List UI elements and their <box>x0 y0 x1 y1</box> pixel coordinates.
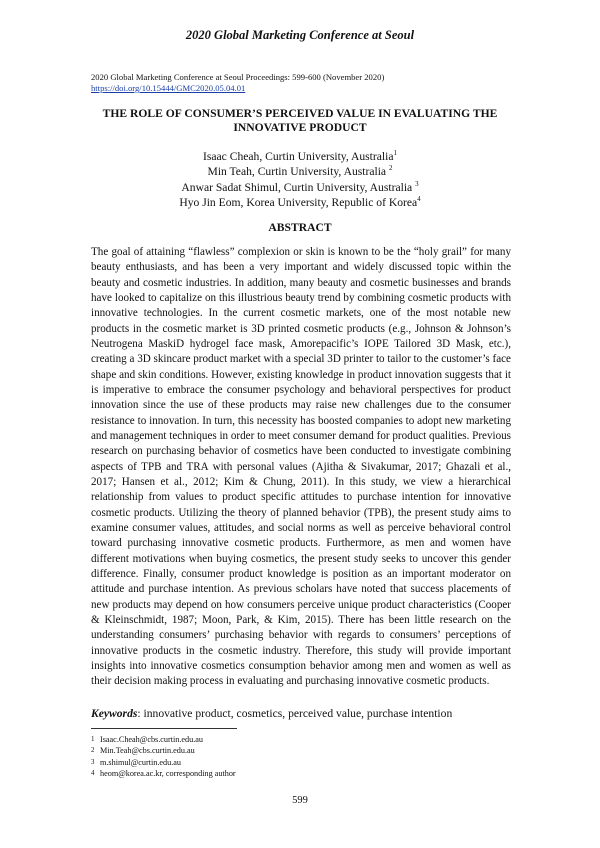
keywords-line <box>91 707 511 721</box>
author-1 <box>60 149 540 164</box>
author-3-footnote-mark: 3 <box>415 179 419 188</box>
doi-link[interactable]: https://doi.org/10.15444/GMC2020.05.04.01 <box>91 83 246 93</box>
paper-title-line-2: INNOVATIVE PRODUCT <box>233 121 367 134</box>
abstract-heading: ABSTRACT <box>268 221 332 234</box>
footnote-text: Isaac.Cheah@cbs.curtin.edu.au <box>100 735 204 744</box>
footnote-number: 1 <box>91 735 95 743</box>
paper-title-line-1: THE ROLE OF CONSUMER’S PERCEIVED VALUE IN EVALUATING THE <box>102 107 498 120</box>
paper-title <box>80 107 520 135</box>
footnote-text: Min.Teah@cbs.curtin.edu.au <box>100 746 195 756</box>
author-list <box>60 149 540 210</box>
author-4 <box>60 195 540 210</box>
footnote-item <box>91 757 511 768</box>
footnote-list <box>91 734 511 780</box>
author-1-footnote-mark: 1 <box>393 149 397 158</box>
author-4-footnote-mark: 4 <box>417 195 421 204</box>
footnote-text: heom@korea.ac.kr, corresponding author <box>100 769 236 779</box>
author-3 <box>60 180 540 195</box>
footnote-number: 3 <box>91 757 95 766</box>
proceedings-line: 2020 Global Marketing Conference at Seoul Proceedings: 599-600 (November 2020) <box>91 72 385 82</box>
author-3-affiliation: Anwar Sadat Shimul, Curtin University, Australia <box>181 180 416 194</box>
proceedings-info <box>91 72 511 94</box>
page-number: 599 <box>292 795 308 806</box>
keywords-separator: : <box>137 707 144 720</box>
abstract-body: The goal of attaining “flawless” complexion or skin is known to be the “holy grail” for many beauty enthusiasts, and has been a very important and widely discussed topic within the beauty and cosmetic industries. In addition, many beauty and cosmetic businesses and brands have looked to capitalize on this illustrious beauty trend by combining cosmetic products with innovative technologies. In the current cosmetic markets, one of the most notable new products in the cosmetic market is 3D printed cosmetic products (e.g., Johnson & Johnson’s Neutrogena MaskiD hydrogel face mask, Amorepacific’s IOPE Tailored 3D Mask, etc.), creating a 3D skincare product market with a special 3D printer to tailor to the customer’s face shape and skin conditions. However, existing knowledge in product innovation suggests that it is imperative to embrace the consumer psychology and behavioral perspectives for product innovation since the use of these products may raise new challenges due to the consumer resistance to innovation. In turn, this necessity has boosted companies to adopt new marketing and management techniques in order to meet consumer demand for product qualities. Previous research on purchasing behavior of cosmetics have been conducted to investigate combining aspects of TPB and TRA with personal values (Ajitha & Sivakumar, 2017; Ghazali et al., 2017; Hansen et al., 2012; Kim & Chung, 2011). In this study, we view a hierarchical relationship from values to product specific attitudes to purchase intention for innovative cosmetic products. Utilizing the theory of planned behavior (TPB), the present study aims to examine consumer values, attitudes, and social norms as well as perceive behavioral control toward purchasing innovative cosmetic products. Furthermore, as men and women have different motivations when buying cosmetics, the present study seeks to uncover this gender difference. Finally, consumer product knowledge is position as an important moderator on attitude and purchase intention. As previous scholars have noted that success placements of new products may depend on how consumers perceive unique product characteristics (Cooper & Kleinschmidt, 1987; Moon, Park, & Kim, 2015). There has been little research on the understanding consumers’ purchasing behavior with regards to consumers’ perceptions of innovative products in the cosmetic industry. Therefore, this study will provide important insights into innovative cosmetics consumption behavior among men and women as well as their decision making process in evaluating and purchasing innovative cosmetic products. <box>91 246 511 688</box>
keywords-label: Keywords <box>91 707 138 720</box>
author-2-affiliation: Min Teah, Curtin University, Australia <box>207 165 389 179</box>
footnote-number: 2 <box>91 746 95 755</box>
footnote-number: 4 <box>91 769 95 778</box>
author-1-affiliation: Isaac Cheah, Curtin University, Australia <box>203 150 394 163</box>
author-2-footnote-mark: 2 <box>388 164 393 173</box>
footnote-item <box>91 768 511 779</box>
running-head: 2020 Global Marketing Conference at Seoul <box>185 28 415 42</box>
footnote-item <box>91 734 511 745</box>
footnote-divider <box>91 728 237 729</box>
footnote-item <box>91 745 511 756</box>
keywords-list: innovative product, cosmetics, perceived value, purchase intention <box>143 707 453 720</box>
author-4-affiliation: Hyo Jin Eom, Korea University, Republic of Korea <box>179 195 418 209</box>
author-2 <box>60 164 540 179</box>
footnote-text: m.shimul@curtin.edu.au <box>100 757 181 767</box>
